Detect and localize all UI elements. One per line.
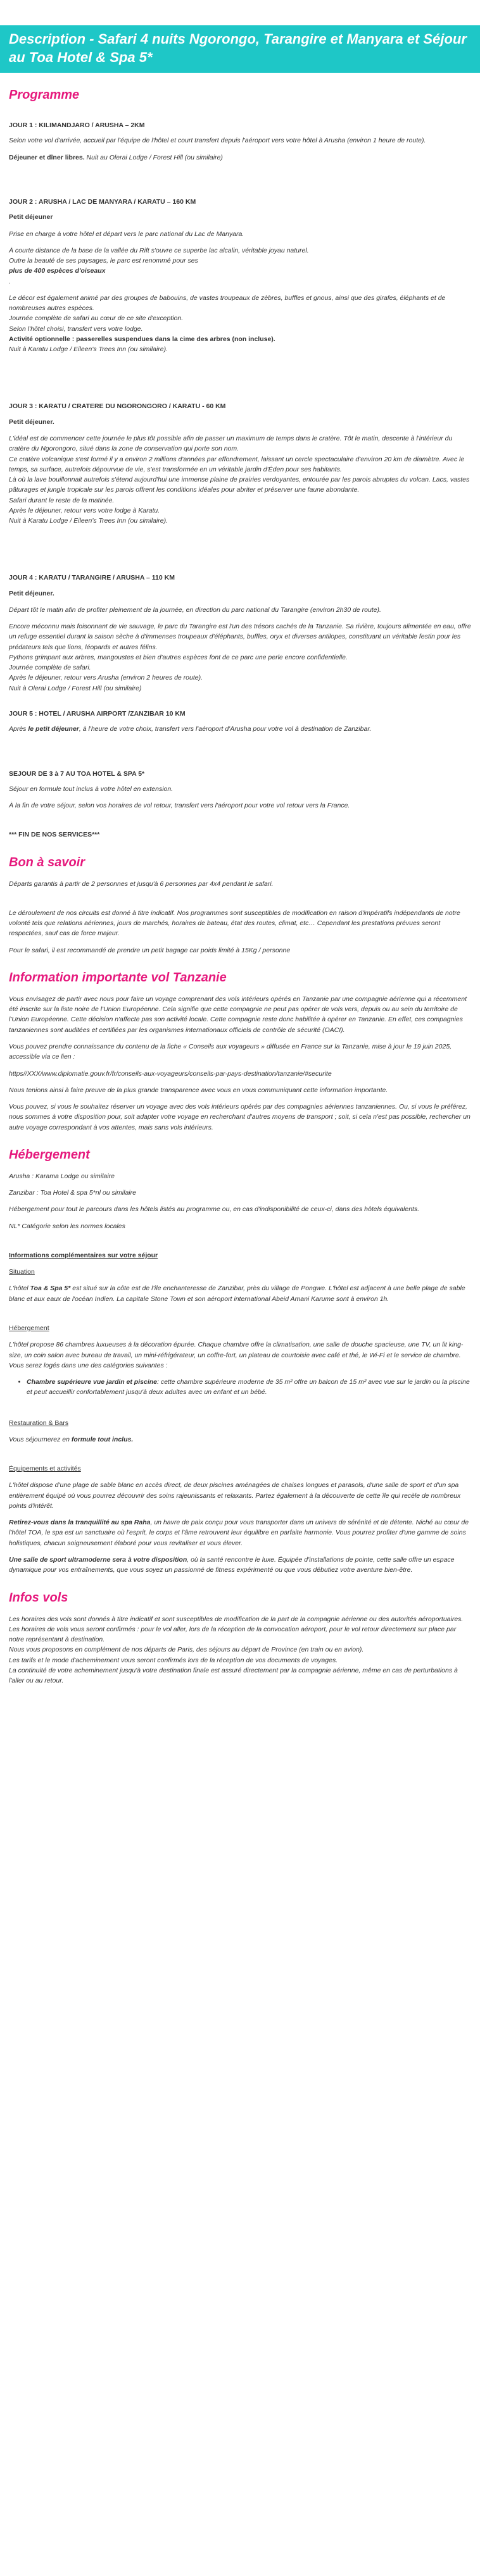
day-4-p2: Encore méconnu mais foisonnant de vie sauvage, le parc du Tarangire est l'un des trésors cachés de la Tanzanie. Sa rivière, toujours alimentée en eau, offre un refuge essentiel durant la saison sèche à d'immenses troupeaux d'éléphants, buffles, oryx et diverses antilopes, constituant un véritable festin pour les prédateurs tels que lions, léopards et autres félins. — [9, 623, 471, 651]
vol-p2: Vous pouvez prendre connaissance du contenu de la fiche « Conseils aux voyageurs » diffusée en France sur la Tanzanie, mise à jour le 19 juin 2025, accessible via ce lien : — [9, 1043, 452, 1061]
vol-link[interactable]: https//XXX/www.diplomatie.gouv.fr/fr/conseils-aux-voyageurs/conseils-par-pays-destination/tanzanie/#securite — [9, 1069, 332, 1078]
day-2-birds: plus de 400 espèces d'oiseaux — [9, 267, 106, 275]
day-2-p2a: À courte distance de la base de la vallée du Rift s'ouvre ce superbe lac alcalin, véritable joyau naturel. — [9, 246, 309, 254]
day-2-p3-text: Le décor est également animé par des groupes de babouins, de vastes troupeaux de zèbres, buffles et gnous, ainsi que des girafes, éléphants et de nombreuses autres espèces. — [9, 294, 446, 313]
day-2-p3 — [9, 293, 471, 355]
day-2-night: Nuit à Karatu Lodge / Eileen's Trees Inn (ou similaire). — [9, 345, 168, 354]
vol-p5: Vous pouvez, si vous le souhaitez réserver un voyage avec des vols intérieurs opérés par des compagnies aériennes tanzaniennes. Ou, si vous le préférez, nous sommes à votre disposition pour, soit adapter votre voyage en recherchant d'autres moyens de transport ; soit, si cela n'est pas possible, rechercher un autre voyage correspondant à vos attentes, mais sans vols intérieurs. — [9, 1103, 471, 1131]
heb-arusha: Arusha : Karama Lodge ou similaire — [9, 1172, 115, 1180]
heb-p4: NL* Catégorie selon les normes locales — [9, 1222, 125, 1230]
hebergement-label: Hébergement — [9, 1324, 49, 1332]
hotel-name: Toa & Spa 5* — [30, 1285, 71, 1293]
room-name: Chambre supérieure vue jardin et piscine — [27, 1378, 157, 1386]
day-3-breakfast: Petit déjeuner. — [9, 418, 54, 426]
stay-title: SEJOUR DE 3 à 7 AU TOA HOTEL & SPA 5* — [9, 769, 145, 778]
gym-desc: , où la santé rencontre le luxe. Équipée d'installations de pointe, cette salle offre un espace dynamique pour vos entraînements, que vous soyez un passionné de fitness expérimenté ou que vous débutiez votre aventure bien-être. — [9, 1555, 455, 1574]
day-3-title: JOUR 3 : KARATU / CRATERE DU NGORONGORO / KARATU - 60 KM — [9, 402, 226, 411]
infos-vols-body — [9, 1614, 471, 1686]
day-2-optional: Activité optionnelle : passerelles suspendues dans la cime des arbres (non incluse). — [9, 335, 275, 343]
day-1-night: Nuit au Olerai Lodge / Forest Hill (ou similaire) — [84, 153, 223, 161]
room-desc: : cette chambre supérieure moderne de 35 m² offre un balcon de 15 m² avec vue sur le jardin ou la piscine et peut accueillir confortablement jusqu'à deux adultes avec un enfant et un bébé. — [27, 1378, 470, 1397]
day-5-title: JOUR 5 : HOTEL / ARUSHA AIRPORT /ZANZIBAR 10 KM — [9, 710, 186, 718]
day-2-breakfast: Petit déjeuner — [9, 213, 53, 221]
situation-text — [9, 1283, 471, 1304]
infos-vols-heading: Infos vols — [9, 1590, 68, 1605]
situation-label: Situation — [9, 1268, 35, 1276]
equipements-p2 — [9, 1517, 471, 1548]
gym-lead: Une salle de sport ultramoderne sera à votre disposition — [9, 1555, 187, 1564]
restauration-label: Restauration & Bars — [9, 1419, 68, 1427]
day-4-section — [9, 573, 471, 694]
stay-section — [9, 769, 471, 811]
heb-p3: Hébergement pour tout le parcours dans les hôtels listés au programme ou, en cas d'indisponibilité de ceux-ci, dans des hôtels équivalents. — [9, 1205, 420, 1214]
day-4-night: Nuit à Olerai Lodge / Forest Hill (ou similaire) — [9, 684, 142, 692]
day-2-title: JOUR 2 : ARUSHA / LAC DE MANYARA / KARATU – 160 KM — [9, 197, 196, 206]
infos-vols-l1: Les horaires des vols sont donnés à titre indicatif et sont susceptibles de modification de la part de la compagnie aérienne ou des autorités aéroportuaires. — [9, 1615, 464, 1623]
stay-p2: À la fin de votre séjour, selon vos horaires de vol retour, transfert vers l'aéroport pour votre vol retour vers la France. — [9, 802, 350, 810]
room-list — [9, 1377, 471, 1398]
day-1-p2 — [9, 152, 471, 163]
bon-a-savoir-heading: Bon à savoir — [9, 855, 85, 869]
day-4-p1: Départ tôt le matin afin de profiter pleinement de la journée, en direction du parc national du Tarangire (environ 2h30 de route). — [9, 606, 381, 614]
all-inclusive: formule tout inclus. — [71, 1435, 134, 1443]
page-title-banner — [0, 25, 480, 73]
vol-p4: Nous tenions ainsi à faire preuve de la plus grande transparence avec vous en vous communiquant cette information importante. — [9, 1086, 388, 1094]
bon-p1: Départs garantis à partir de 2 personnes et jusqu'à 6 personnes par 4x4 pendant le safari. — [9, 880, 274, 888]
day-3-p2: Ce cratère volcanique s'est formé il y a environ 2 millions d'années par effondrement, laissant un cercle spectaculaire d'environ 20 km de diamètre. Avec le temps, sa surface, autrefois dépourvue de vie, s'est transformée en un véritable jardin d'Éden pour ses habitants. — [9, 455, 465, 473]
situation-a: L'hôtel — [9, 1285, 30, 1293]
spa-desc: , un havre de paix conçu pour vous transporter dans un univers de sérénité et de détente. Niché au cœur de l'hôtel TOA, le spa est un sanctuaire où l'esprit, le corps et l'âme retrouvent leur équilibre en parfaite harmonie. Vous pourrez profiter d'une gamme de soins holistiques, chacun soigneusement élaboré pour vous revitaliser et vous élever. — [9, 1519, 469, 1547]
equipements-label: Équipements et activités — [9, 1465, 81, 1473]
day-3-p4: Safari durant le reste de la matinée. — [9, 496, 115, 504]
hebergement-heading: Hébergement — [9, 1147, 90, 1162]
day-2-p5: Selon l'hôtel choisi, transfert vers votre lodge. — [9, 325, 143, 333]
day-2-p2 — [9, 246, 471, 287]
day-4-p5: Après le déjeuner, retour vers Arusha (environ 2 heures de route). — [9, 674, 203, 682]
day-2-p2b-line — [9, 256, 471, 287]
day-5-p1b: , à l'heure de votre choix, transfert vers l'aéroport d'Arusha pour votre vol à destination de Zanzibar. — [79, 725, 372, 733]
day-4-p3: Pythons grimpant aux arbres, mangoustes et bien d'autres espèces font de ce parc une perle encore confidentielle. — [9, 653, 348, 661]
resto-a: Vous séjournerez en — [9, 1435, 72, 1443]
hebergement-p1: L'hôtel propose 86 chambres luxueuses à la décoration épurée. Chaque chambre offre la climatisation, une salle de douche spacieuse, une TV, un lit king-size, un coin salon avec bureau de travail, un mini-réfrigérateur, un coffre-fort, un plateau de courtoisie avec café et thé, le Wi-Fi et le service de chambre. Vous serez logés dans une des catégories suivantes : — [9, 1341, 464, 1369]
stay-p1: Séjour en formule tout inclus à votre hôtel en extension. — [9, 785, 174, 793]
day-1-meals: Déjeuner et dîner libres. — [9, 153, 85, 161]
vol-p1: Vous envisagez de partir avec nous pour faire un voyage comprenant des vols intérieurs opérés en Tanzanie par une compagnie aérienne qui a récemment été inscrite sur la liste noire de l'Union Européenne. Cela signifie que cette compagnie ne peut pas opérer de vols vers, depuis ou au sein du territoire de l'Union Européenne. Cette décision n'affecte pas son activité locale. Cette compagnie reste donc habilitée à opérer en Tanzanie. En effet, ces compagnies tanzaniennes sont auditées et certifiées par les organismes internationaux officiels de contrôle de sécurité (OACI). — [9, 995, 467, 1034]
infos-vols-l2: Les horaires de vols vous seront confirmés : pour le vol aller, lors de la réception de la convocation aéroport, pour le vol retour directement sur place par notre représentant à destination. — [9, 1625, 457, 1644]
day-2-p1: Prise en charge à votre hôtel et départ vers le parc national du Lac de Manyara. — [9, 230, 244, 238]
restauration-text — [9, 1434, 471, 1445]
day-4-breakfast: Petit déjeuner. — [9, 589, 54, 597]
infos-vols-l3: Nous vous proposons en complément de nos départs de Paris, des séjours au départ de Province (en train ou en avion). — [9, 1646, 364, 1654]
day-2-p2b-end: . — [9, 277, 11, 285]
info-complementaires-heading: Informations complémentaires sur votre séjour — [9, 1251, 158, 1259]
day-4-p4: Journée complète de safari. — [9, 664, 91, 672]
day-3-p1: L'idéal est de commencer cette journée le plus tôt possible afin de passer un maximum de temps dans le cratère. Tôt le matin, descente à l'intérieur du cratère du Ngorongoro, situé dans la zone de conservation qui porte son nom. — [9, 434, 453, 453]
programme-heading: Programme — [9, 88, 80, 103]
bon-p3: Pour le safari, il est recommandé de prendre un petit bagage car poids limité à 15Kg / personne — [9, 946, 291, 954]
day-1-section — [9, 120, 471, 163]
infos-vols-l5: La continuité de votre acheminement jusqu'à votre destination finale est assuré directement par la compagnie aérienne, même en cas de perturbations à l'aller ou au retour. — [9, 1666, 458, 1685]
room-item — [27, 1377, 471, 1398]
day-5-p1a: Après — [9, 725, 28, 733]
day-4-body — [9, 621, 471, 694]
day-5-section — [9, 709, 471, 735]
equipements-p3 — [9, 1555, 471, 1576]
day-4-title: JOUR 4 : KARATU / TARANGIRE / ARUSHA – 110 KM — [9, 574, 175, 582]
day-5-breakfast: le petit déjeuner — [28, 725, 79, 733]
day-3-p3: Là où la lave bouillonnait autrefois s'étend aujourd'hui une immense plaine de prairies verdoyantes, entourée par les parois abruptes du volcan. Lacs, vastes pâturages et jungle tropicale sur les parois offrent les conditions idéales pour abriter et préserver une faune abondante. — [9, 476, 470, 494]
day-5-p1 — [9, 724, 471, 734]
spa-lead: Retirez-vous dans la tranquillité au spa Raha — [9, 1519, 151, 1527]
day-3-p5: Après le déjeuner, retour vers votre lodge à Karatu. — [9, 506, 160, 514]
day-3-section — [9, 401, 471, 526]
main-content — [0, 73, 480, 1705]
page-title: Description - Safari 4 nuits Ngorongo, Tarangire et Manyara et Séjour au Toa Hotel & Spa 5* — [9, 31, 467, 65]
end-of-services: *** FIN DE NOS SERVICES*** — [9, 831, 100, 839]
equipements-p1: L'hôtel dispose d'une plage de sable blanc en accès direct, de deux piscines aménagées de chaises longues et parasols, d'une salle de sport et d'un spa entièrement équipé où vous pourrez découvrir des soins rajeunissants et relaxants. Partez également à la découverte de cette île qui recèle de nombreux points d'intérêt. — [9, 1481, 461, 1510]
bon-p2: Le déroulement de nos circuits est donné à titre indicatif. Nos programmes sont susceptibles de modification en raison d'impératifs indépendants de notre volonté tels que relations aériennes, jours de marchés, horaires de bateau, état des routes, climat, etc… Cependant les prestations prévues seront respectées, sauf cas de force majeur. — [9, 909, 460, 938]
day-1-p1: Selon votre vol d'arrivée, accueil par l'équipe de l'hôtel et court transfert depuis l'aéroport vers votre hôtel à Arusha (environ 1 heure de route). — [9, 137, 426, 145]
day-2-section — [9, 197, 471, 354]
day-3-body — [9, 433, 471, 526]
day-2-p2b: Outre la beauté de ses paysages, le parc est renommé pour ses — [9, 257, 198, 265]
heb-zanzibar: Zanzibar : Toa Hotel & spa 5*nl ou similaire — [9, 1189, 136, 1197]
vol-info-heading: Information importante vol Tanzanie — [9, 970, 227, 985]
day-3-night: Nuit à Karatu Lodge / Eileen's Trees Inn (ou similaire). — [9, 517, 168, 525]
day-2-p4: Journée complète de safari au cœur de ce site d'exception. — [9, 314, 184, 323]
infos-vols-l4: Les tarifs et le mode d'acheminement vous seront confirmés lors de la réception de vos documents de voyages. — [9, 1656, 338, 1664]
situation-b: est situé sur la côte est de l'île enchanteresse de Zanzibar, près du village de Pongwe. L'hôtel est adjacent à une belle plage de sable blanc et aux eaux de l'océan Indien. La capitale Stone Town et son aéroport international Abeid Amani Karume sont à environ 1h. — [9, 1285, 465, 1303]
day-1-title: JOUR 1 : KILIMANDJARO / ARUSHA – 2KM — [9, 121, 145, 130]
